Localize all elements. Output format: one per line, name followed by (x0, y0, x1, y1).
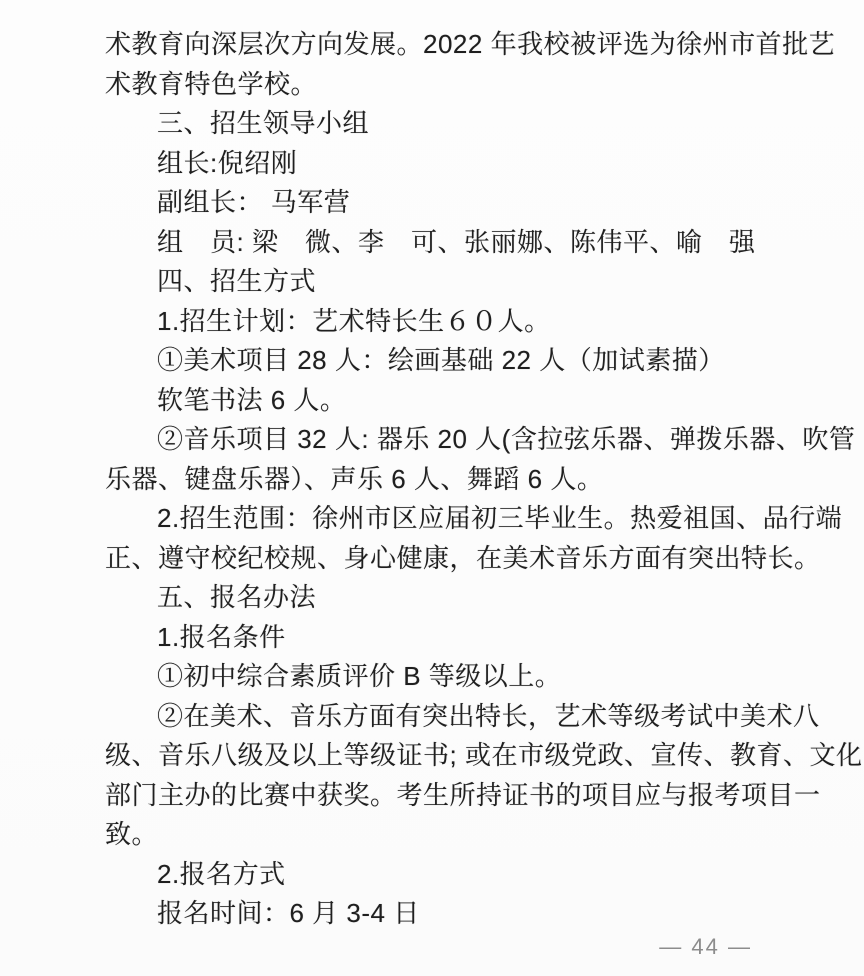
text-line: 部门主办的比赛中获奖。考生所持证书的项目应与报考项目一 (105, 779, 821, 810)
text-line: 报名时间：6 月 3-4 日 (157, 898, 420, 928)
text-line: 术教育特色学校。 (105, 68, 318, 99)
text-line: 组长:倪绍刚 (157, 147, 298, 178)
text-line: 软笔书法 6 人。 (157, 384, 347, 415)
text-line: 正、遵守校纪校规、身心健康，在美术音乐方面有突出特长。 (105, 542, 821, 573)
text-line: ②在美术、音乐方面有突出特长，艺术等级考试中美术八 (157, 700, 820, 731)
text-line: 1.招生计划：艺术特长生６０人。 (157, 305, 551, 336)
text-line: 副组长： 马军营 (157, 187, 351, 217)
text-line: ①美术项目 28 人：绘画基础 22 人（加试素描） (157, 345, 725, 375)
text-line: 四、招生方式 (157, 266, 317, 296)
document-body (105, 25, 863, 934)
text-line: 组 员: 梁 微、李 可、张丽娜、陈伟平、喻 强 (157, 226, 756, 257)
text-line: ①初中综合素质评价 B 等级以上。 (157, 661, 562, 691)
text-line: 术教育向深层次方向发展。2022 年我校被评选为徐州市首批艺 (105, 29, 836, 59)
text-line: 2.招生范围：徐州市区应届初三毕业生。热爱祖国、品行端 (157, 503, 843, 533)
text-line: ②音乐项目 32 人: 器乐 20 人(含拉弦乐器、弹拨乐器、吹管 (157, 424, 856, 454)
text-line: 1.报名条件 (157, 621, 286, 652)
text-line: 级、音乐八级及以上等级证书; 或在市级党政、宣传、教育、文化 (105, 740, 863, 770)
text-line: 乐器、键盘乐器）、声乐 6 人、舞蹈 6 人。 (105, 463, 604, 494)
text-line: 致。 (105, 819, 159, 849)
text-line: 2.报名方式 (157, 858, 286, 889)
page-number: — 44 — (659, 934, 752, 959)
text-line: 三、招生领导小组 (157, 108, 370, 138)
text-line: 五、报名办法 (157, 582, 317, 612)
